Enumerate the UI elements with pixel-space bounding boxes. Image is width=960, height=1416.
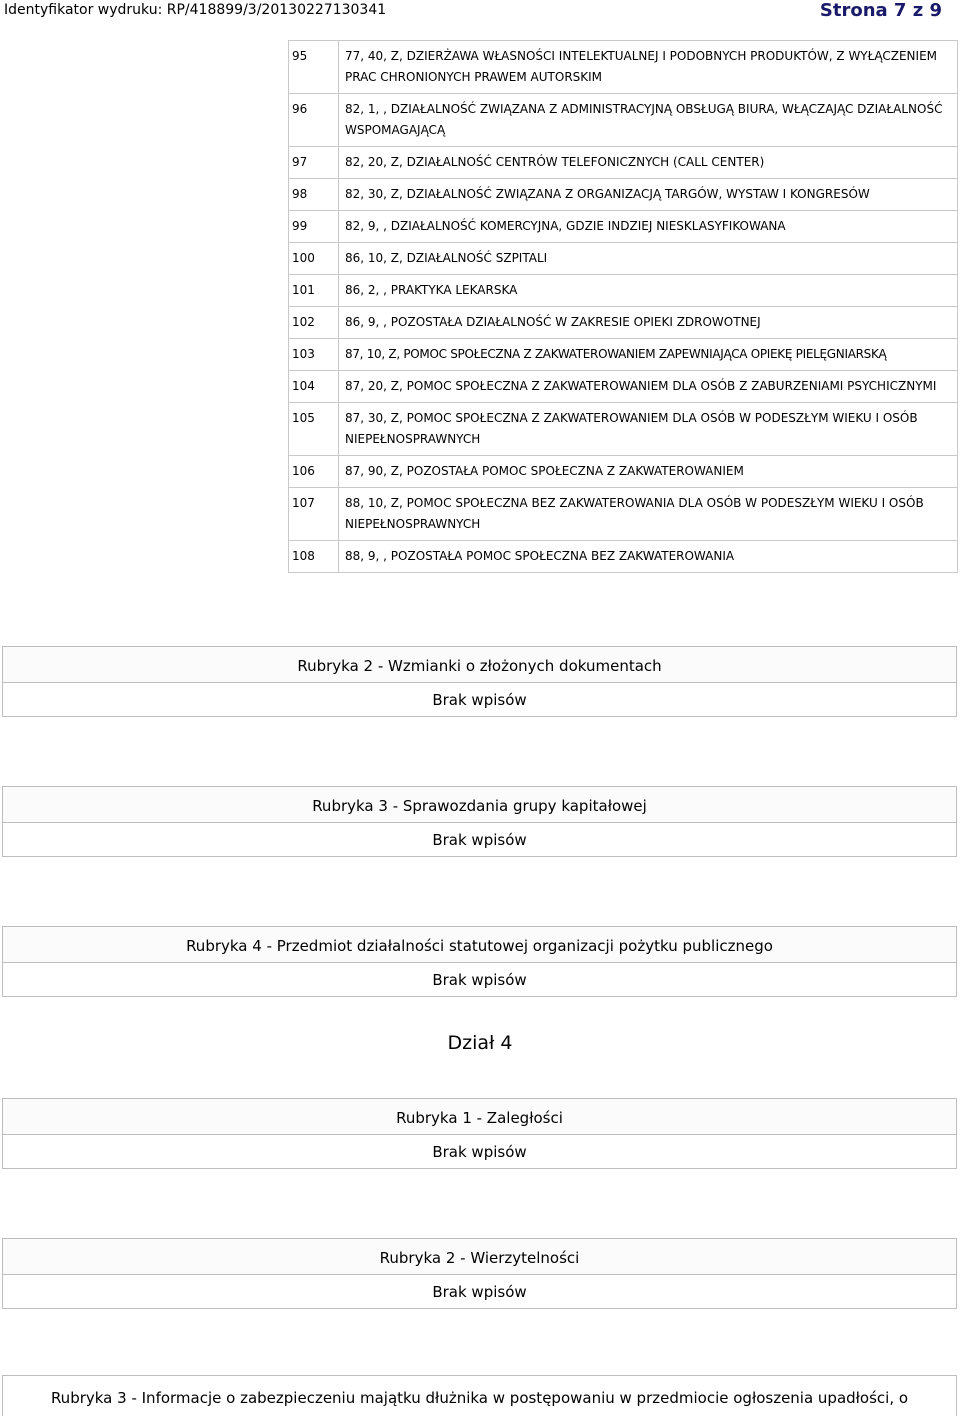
row-number: 104: [289, 371, 339, 403]
table-row: [289, 403, 958, 456]
row-description: 86, 9, , POZOSTAŁA DZIAŁALNOŚĆ W ZAKRESIE OPIEKI ZDROWOTNEJ: [339, 307, 958, 339]
section-body: Brak wpisów: [432, 1143, 527, 1161]
section-title: Rubryka 4 - Przedmiot działalności statutowej organizacji pożytku publicznego: [3, 927, 956, 963]
section-rubryka-4-przedmiot: [2, 926, 957, 997]
section-rubryka-1-zaleglosci: [2, 1098, 957, 1169]
pkd-activity-table: [288, 40, 958, 573]
page-header: [0, 0, 960, 24]
row-description: 82, 9, , DZIAŁALNOŚĆ KOMERCYJNA, GDZIE INDZIEJ NIESKLASYFIKOWANA: [339, 211, 958, 243]
row-number: 98: [289, 179, 339, 211]
table-row: [289, 275, 958, 307]
table-row: [289, 307, 958, 339]
section-body: Brak wpisów: [432, 831, 527, 849]
row-number: 99: [289, 211, 339, 243]
table-row: [289, 147, 958, 179]
table-row: [289, 371, 958, 403]
section-title: Rubryka 1 - Zaległości: [3, 1099, 956, 1135]
section-title: Rubryka 3 - Sprawozdania grupy kapitałowej: [3, 787, 956, 823]
section-body: Brak wpisów: [432, 1283, 527, 1301]
row-description: 86, 10, Z, DZIAŁALNOŚĆ SZPITALI: [339, 243, 958, 275]
row-number: 96: [289, 94, 339, 147]
table-row: [289, 179, 958, 211]
page-number: Strona 7 z 9: [819, 0, 942, 21]
section-rubryka-3-zabezpieczenie: Rubryka 3 - Informacje o zabezpieczeniu majątku dłużnika w postępowaniu w przedmiocie ogłoszenia upadłości, o: [2, 1375, 957, 1416]
row-number: 101: [289, 275, 339, 307]
section-rubryka-2-wierzytelnosci: [2, 1238, 957, 1309]
row-description: 87, 90, Z, POZOSTAŁA POMOC SPOŁECZNA Z ZAKWATEROWANIEM: [339, 456, 958, 488]
row-description: 87, 10, Z, POMOC SPOŁECZNA Z ZAKWATEROWANIEM ZAPEWNIAJĄCA OPIEKĘ PIELĘGNIARSKĄ: [339, 339, 958, 371]
row-number: 97: [289, 147, 339, 179]
row-number: 105: [289, 403, 339, 456]
row-number: 106: [289, 456, 339, 488]
row-number: 95: [289, 41, 339, 94]
table-row: [289, 456, 958, 488]
row-description: 82, 20, Z, DZIAŁALNOŚĆ CENTRÓW TELEFONICZNYCH (CALL CENTER): [339, 147, 958, 179]
section-title: Rubryka 2 - Wierzytelności: [3, 1239, 956, 1275]
table-row: [289, 541, 958, 573]
print-identifier: Identyfikator wydruku: RP/418899/3/20130227130341: [4, 2, 387, 18]
table-row: [289, 488, 958, 541]
row-description: 82, 1, , DZIAŁALNOŚĆ ZWIĄZANA Z ADMINISTRACYJNĄ OBSŁUGĄ BIURA, WŁĄCZAJĄC DZIAŁALNOŚĆ WSPOMAGAJĄCĄ: [339, 94, 958, 147]
table-row: [289, 94, 958, 147]
row-description: 88, 9, , POZOSTAŁA POMOC SPOŁECZNA BEZ ZAKWATEROWANIA: [339, 541, 958, 573]
row-description: 87, 20, Z, POMOC SPOŁECZNA Z ZAKWATEROWANIEM DLA OSÓB Z ZABURZENIAMI PSYCHICZNYMI: [339, 371, 958, 403]
section-rubryka-2-wzmianki: [2, 646, 957, 717]
row-number: 108: [289, 541, 339, 573]
table-row: [289, 243, 958, 275]
row-number: 103: [289, 339, 339, 371]
table-row: [289, 41, 958, 94]
row-description: 82, 30, Z, DZIAŁALNOŚĆ ZWIĄZANA Z ORGANIZACJĄ TARGÓW, WYSTAW I KONGRESÓW: [339, 179, 958, 211]
section-body: Brak wpisów: [432, 971, 527, 989]
section-title: Rubryka 2 - Wzmianki o złożonych dokumentach: [3, 647, 956, 683]
row-description: 77, 40, Z, DZIERŻAWA WŁASNOŚCI INTELEKTUALNEJ I PODOBNYCH PRODUKTÓW, Z WYŁĄCZENIEM PRAC CHRONIONYCH PRAWEM AUTORSKIM: [339, 41, 958, 94]
dzial-4-heading: Dział 4: [447, 1032, 513, 1054]
row-number: 100: [289, 243, 339, 275]
table-row: [289, 211, 958, 243]
table-row: [289, 339, 958, 371]
row-number: 107: [289, 488, 339, 541]
row-description: 88, 10, Z, POMOC SPOŁECZNA BEZ ZAKWATEROWANIA DLA OSÓB W PODESZŁYM WIEKU I OSÓB NIEPEŁNOSPRAWNYCH: [339, 488, 958, 541]
section-rubryka-3-sprawozdania: [2, 786, 957, 857]
row-number: 102: [289, 307, 339, 339]
row-description: 87, 30, Z, POMOC SPOŁECZNA Z ZAKWATEROWANIEM DLA OSÓB W PODESZŁYM WIEKU I OSÓB NIEPEŁNOSPRAWNYCH: [339, 403, 958, 456]
row-description: 86, 2, , PRAKTYKA LEKARSKA: [339, 275, 958, 307]
section-body: Brak wpisów: [432, 691, 527, 709]
